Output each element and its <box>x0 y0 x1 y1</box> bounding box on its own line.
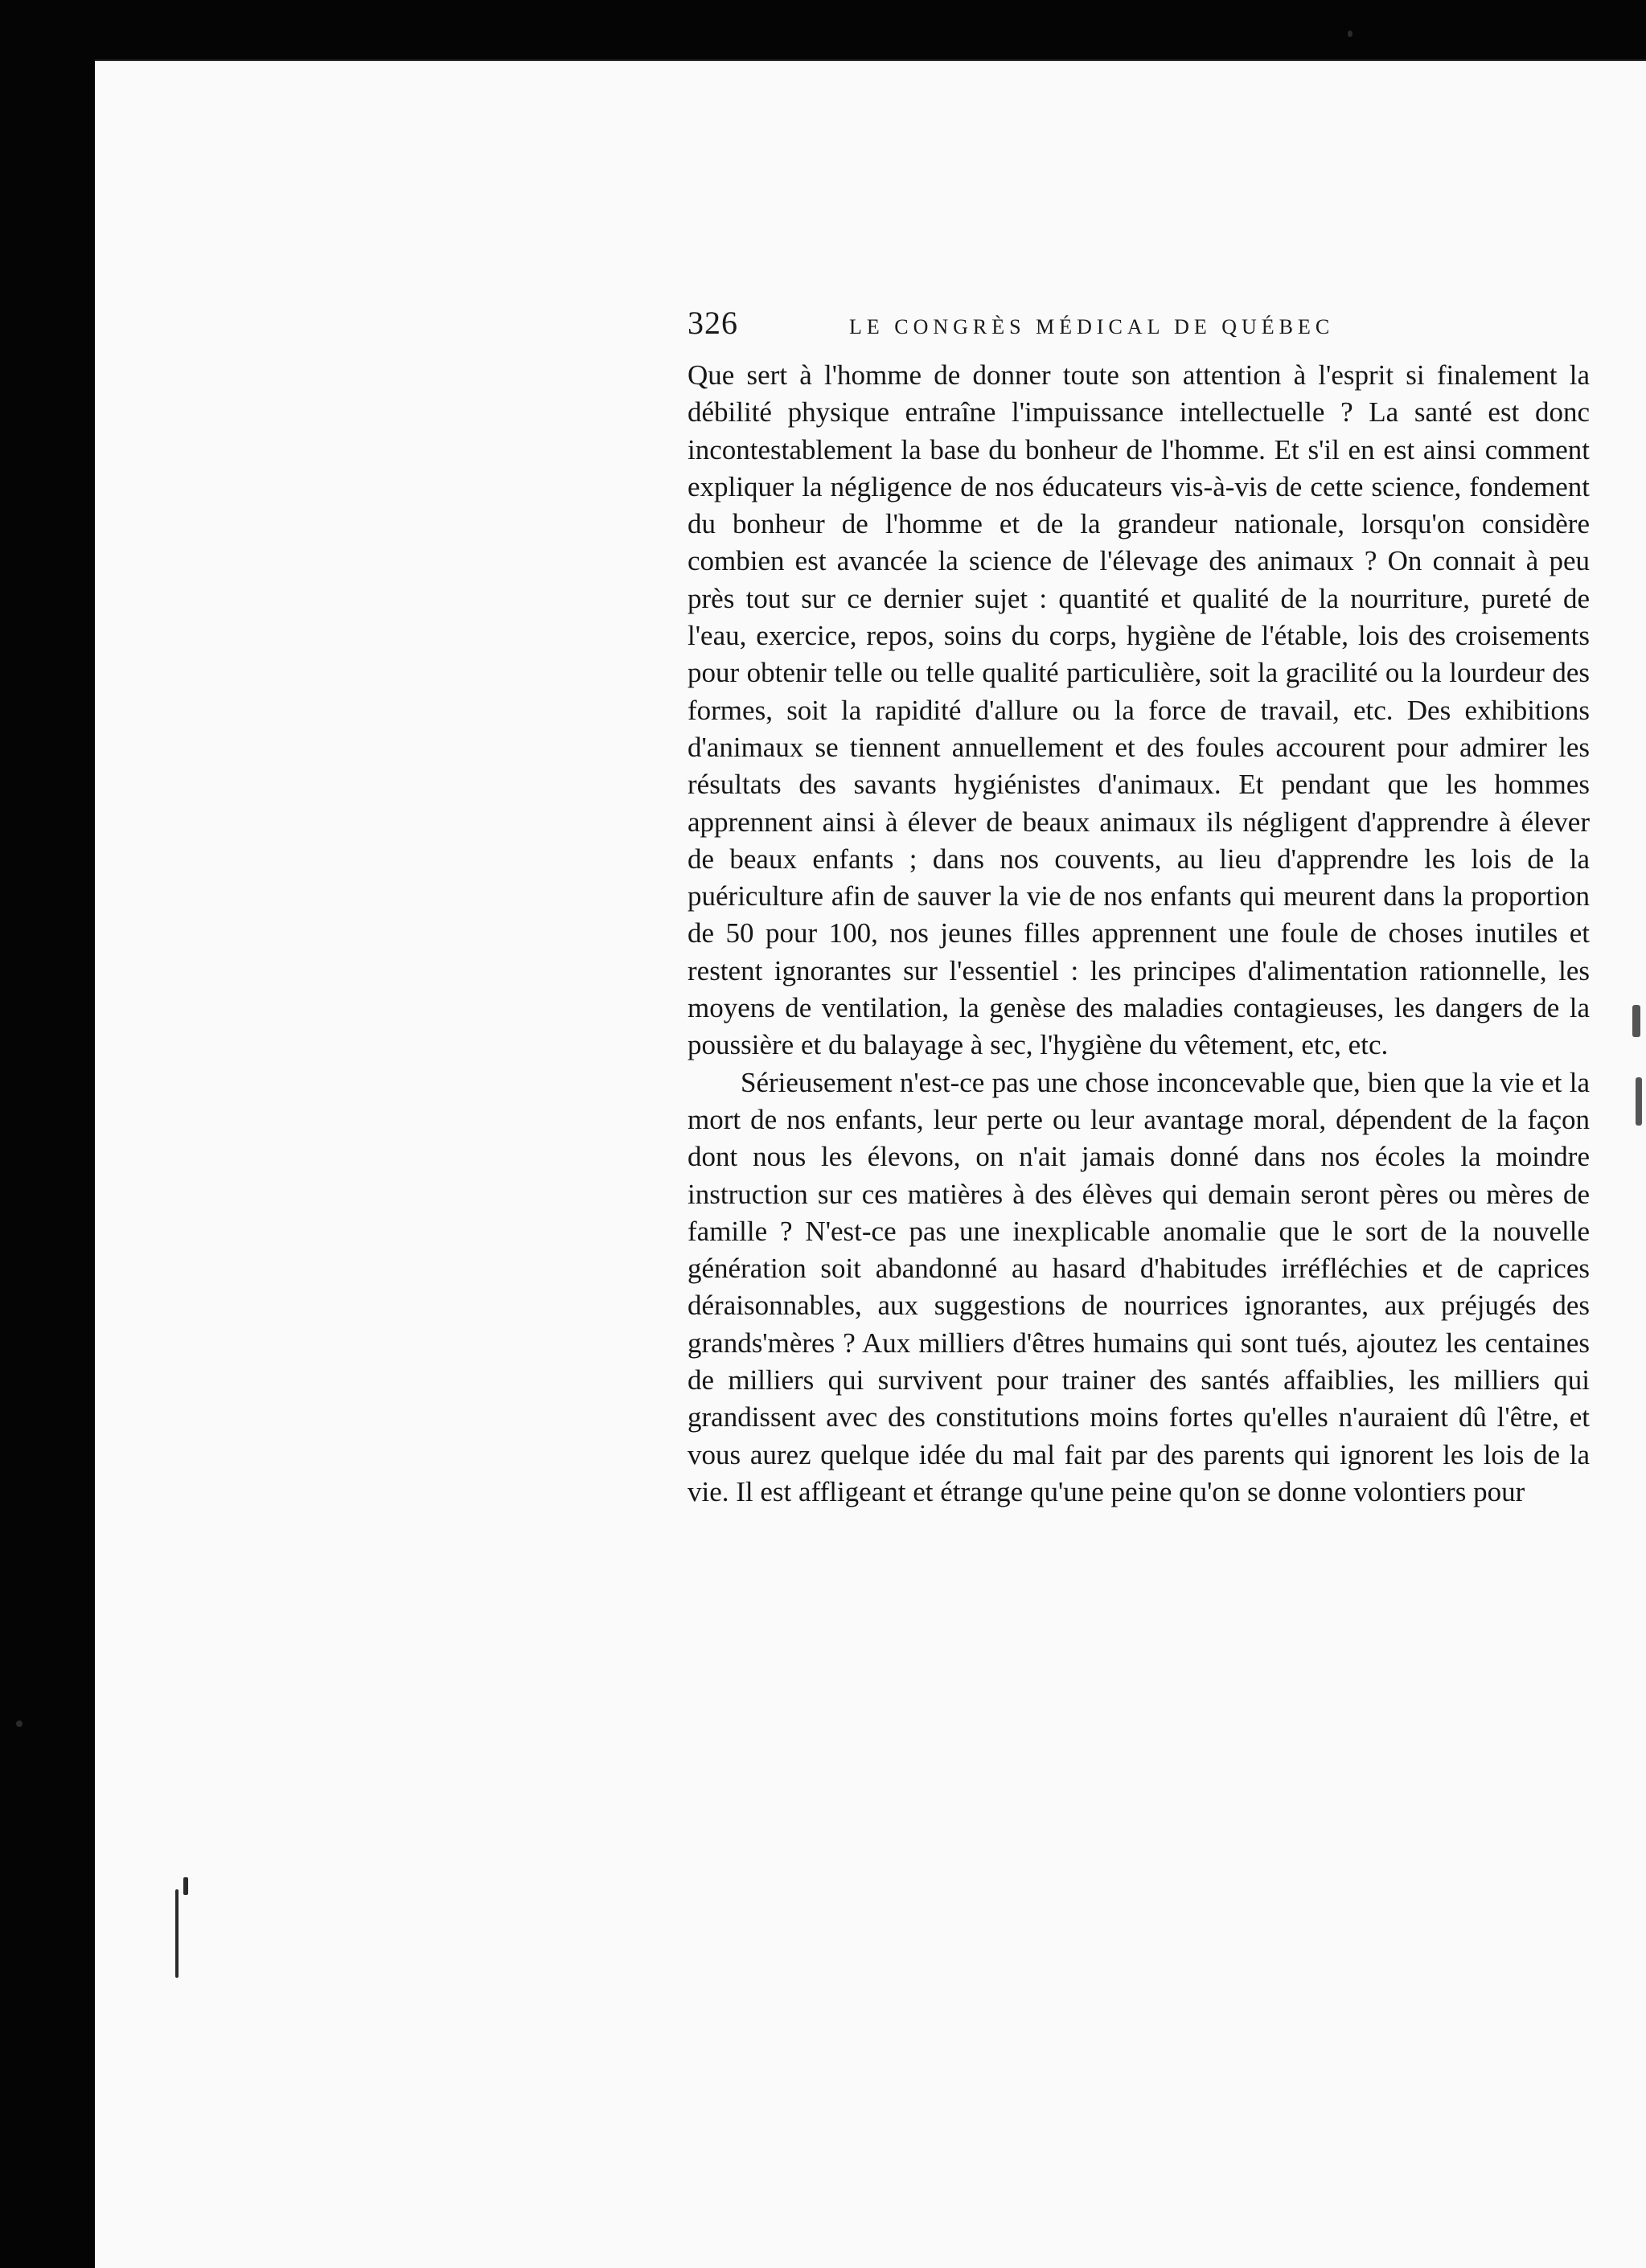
body-text <box>688 357 1590 1511</box>
scan-speck <box>16 1720 23 1727</box>
scan-speck <box>1348 31 1353 37</box>
scan-speck <box>183 1877 188 1895</box>
scan-speck <box>1632 1005 1640 1037</box>
page-header <box>688 304 1590 342</box>
page-number: 326 <box>688 305 738 341</box>
scan-speck <box>175 1889 179 1978</box>
scan-speck <box>1636 1077 1642 1126</box>
paragraph-1: Que sert à l'homme de donner toute son attention à l'esprit si finalement la débilité physique entraîne l'impuissance intellectuelle ? La santé est donc incontestablement la base du bonheur de l'homme. Et s'il en est ainsi comment expliquer la négligence de nos éducateurs vis-à-vis de cette science, fondement du bonheur de l'homme et de la grandeur nationale, lorsqu'on considère combien est avancée la science de l'élevage des animaux ? On connait à peu près tout sur ce dernier sujet : quantité et qualité de la nourriture, pureté de l'eau, exercice, repos, soins du corps, hygiène de l'étable, lois des croisements pour obtenir telle ou telle qualité particulière, soit la gracilité ou la lourdeur des formes, soit la rapidité d'allure ou la force de travail, etc. Des exhibitions d'animaux se tiennent annuellement et des foules accourent pour admirer les résultats des savants hygiénistes d'animaux. Et pendant que les hommes apprennent ainsi à élever de beaux animaux ils négligent d'apprendre à élever de beaux enfants ; dans nos couvents, au lieu d'apprendre les lois de la puériculture afin de sauver la vie de nos enfants qui meurent dans la proportion de 50 pour 100, nos jeunes filles apprennent une foule de choses inutiles et restent ignorantes sur l'essentiel : les principes d'alimentation rationnelle, les moyens de ventilation, la genèse des maladies contagieuses, les dangers de la poussière et du balayage à sec, l'hygiène du vêtement, etc, etc. <box>688 359 1590 1061</box>
running-head: LE CONGRÈS MÉDICAL DE QUÉBEC <box>849 315 1335 338</box>
paragraph-2: Sérieusement n'est-ce pas une chose inconcevable que, bien que la vie et la mort de nos enfants, leur perte ou leur avantage moral, dépendent de la façon dont nous les élevons, on n'ait jamais donné dans nos écoles la moindre instruction sur ces matières à des élèves qui demain seront pères ou mères de famille ? N'est-ce pas une inexplicable anomalie que le sort de la nouvelle génération soit abandonné au hasard d'habitudes irréfléchies et de caprices déraisonnables, aux suggestions de nourrices ignorantes, aux préjugés des grands'mères ? Aux milliers d'êtres humains qui sont tués, ajoutez les centaines de milliers qui survivent pour trainer des santés affaiblies, les milliers qui grandissent avec des constitutions moins fortes qu'elles n'auraient dû l'être, et vous aurez quelque idée du mal fait par des parents qui ignorent les lois de la vie. Il est affligeant et étrange qu'une peine qu'on se donne volontiers pour <box>688 1066 1590 1507</box>
